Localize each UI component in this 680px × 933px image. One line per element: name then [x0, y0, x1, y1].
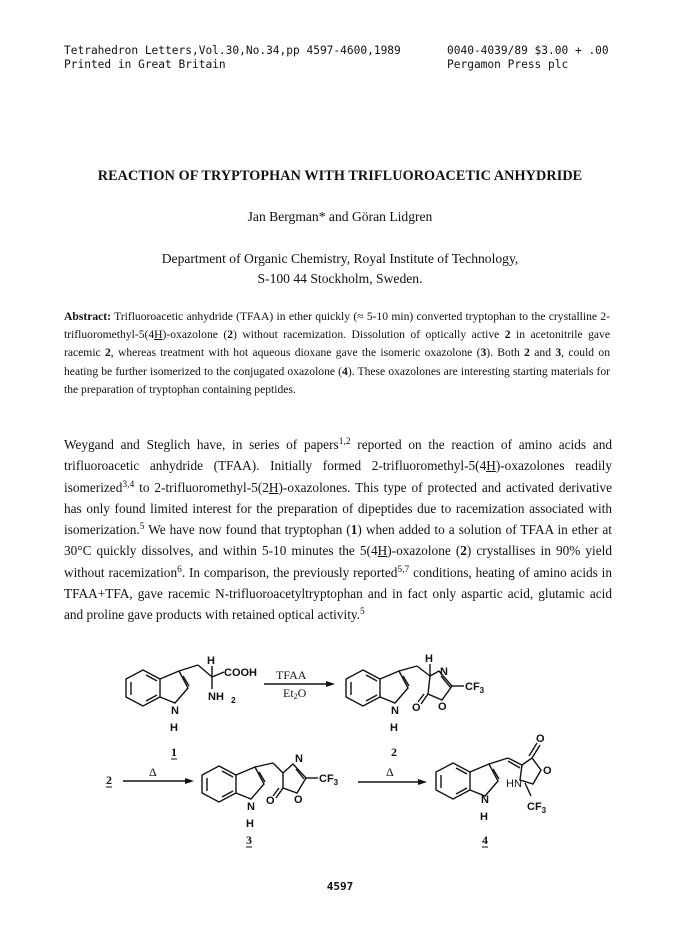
reference-superscript: 1,2 — [338, 437, 351, 447]
abstract-text: , could on heating be further isomerized to the conjugated oxazolone ( — [64, 346, 610, 378]
subscript: 2 — [231, 695, 236, 705]
abstract-text: in acetonitrile gave racemic — [64, 328, 611, 360]
atom-h: H — [170, 722, 178, 734]
abstract-text: ). Both — [486, 346, 525, 360]
body-span: Weygand and Steglich have, in series of papers — [64, 437, 339, 452]
abstract-text: ). These oxazolones are interesting starting materials for the preparation of tryptophan containing peptides. — [64, 364, 610, 396]
abstract-text: Trifluoroacetic anhydride (TFAA) in ether quickly (≈ 5-10 min) converted tryptophan to the crystalline 2-trifluoromethyl-5(4 — [64, 310, 610, 342]
compound-ref: 1 — [350, 522, 358, 538]
group-cf3: $CF_3$ — [319, 773, 339, 787]
arrow-heat-2 — [358, 779, 427, 785]
authors: Jan Bergman* and Göran Lidgren — [247, 209, 433, 224]
compound-ref: 3 — [555, 346, 562, 360]
body-span: ) crystallises in 90% yield without racemization — [64, 543, 612, 580]
atom-h: H — [480, 811, 488, 823]
affiliation-line-1: Department of Organic Chemistry, Royal Institute of Technology, — [161, 251, 519, 266]
arrow-heat-1 — [123, 778, 194, 784]
compound-ref: 2 — [524, 346, 530, 360]
atom-n: N — [171, 705, 179, 717]
compound-ref: 3 — [480, 346, 487, 360]
body-span: H — [377, 543, 388, 559]
reference-superscript: 6 — [177, 564, 182, 575]
atom-o: O — [294, 794, 303, 806]
structure-oxazolone-4 — [436, 743, 541, 799]
compound-ref: 2 — [460, 543, 467, 559]
atom-h: H — [425, 653, 433, 665]
delta-sign: Δ — [149, 765, 157, 779]
atom-h: H — [390, 722, 398, 734]
body-span: )-oxazolones. This type of protected and activated derivative has only found limited interest for the preparation of dipeptides due to racemization associated with isomerization. — [64, 479, 613, 538]
compound-ref: 4 — [342, 364, 348, 378]
body-span: H — [268, 479, 279, 495]
atom-o: O — [266, 795, 275, 807]
compound-ref: 2 — [105, 346, 111, 360]
affiliation-line-2: S-100 44 Stockholm, Sweden. — [257, 271, 423, 286]
body-span: ) when added to a solution of TFAA in ether at 30°C quickly dissolves, and within 5-10 minutes the 5(4 — [64, 522, 612, 559]
journal-citation: Tetrahedron Letters,Vol.30,No.34,pp 4597-4600,1989 — [64, 44, 401, 57]
body-span: conditions, heating of amino acids in TFAA+TFA, gave racemic N-trifluoroacetyltryptophan and in fact only aspartic acid, glutamic acid and proline gave products with retained optical activity. — [64, 564, 612, 623]
atom-n: N — [440, 666, 448, 678]
atom-n: N — [295, 753, 303, 765]
reference-superscript: 5,7 — [397, 564, 410, 575]
atom-n: N — [247, 801, 255, 813]
reference-superscript: 5 — [139, 522, 145, 533]
reference-superscript: 3,4 — [122, 479, 135, 490]
body-span: )-oxazolone ( — [387, 543, 461, 559]
abstract-text: ) without racemization. Dissolution of optically active — [233, 328, 505, 342]
reagent-top: TFAA — [276, 668, 307, 682]
atom-o: O — [536, 733, 545, 745]
body-span: H — [486, 458, 496, 474]
compound-label-4: 4 — [482, 833, 488, 847]
group-cooh: COOH — [224, 667, 257, 679]
compound-label-3: 3 — [246, 833, 252, 847]
atom-o: O — [412, 702, 421, 714]
abstract-text: , whereas treatment with hot aqueous dioxane gave the isomeric oxazolone ( — [110, 346, 481, 360]
abstract-text: and — [529, 346, 556, 360]
group-hn: HN — [506, 778, 522, 790]
abstract-text: H — [154, 328, 163, 342]
atom-o: O — [543, 765, 552, 777]
group-cf3: $CF_3$ — [527, 801, 547, 815]
compound-label-1: 1 — [171, 745, 177, 759]
body-span: to 2-trifluoromethyl-5(2 — [134, 479, 269, 495]
group-cf3: $CF_3$ — [465, 681, 485, 695]
compound-label-2: 2 — [391, 745, 397, 759]
printed-in: Printed in Great Britain — [64, 58, 226, 71]
abstract-text: )-oxazolone ( — [162, 328, 228, 342]
atom-o: O — [438, 701, 447, 713]
abstract-label: Abstract: — [64, 310, 112, 323]
group-nh: NH — [208, 691, 224, 703]
publisher: Pergamon Press plc — [447, 58, 569, 71]
paper-title: REACTION OF TRYPTOPHAN WITH TRIFLUOROACETIC ANHYDRIDE — [97, 168, 583, 184]
body-span: )-oxazolones readily isomerized — [64, 458, 612, 495]
compound-ref-2: 2 — [106, 773, 112, 787]
reagent-bottom: Et2O — [283, 686, 307, 701]
atom-h: H — [207, 655, 215, 667]
compound-ref: 2 — [504, 328, 511, 342]
body-span: . In comparison, the previously reported — [181, 564, 398, 580]
page-number: 4597 — [326, 880, 354, 893]
compound-ref: 2 — [227, 328, 234, 342]
atom-n: N — [391, 705, 399, 717]
reference-superscript: 5 — [360, 607, 365, 618]
delta-sign: Δ — [386, 765, 394, 779]
body-span: reported on the reaction of amino acids and trifluoroacetic anhydride (TFAA). Initially formed 2-trifluoromethyl-5(4 — [64, 437, 612, 474]
atom-h: H — [246, 818, 254, 830]
issn-price: 0040-4039/89 $3.00 + .00 — [447, 44, 609, 57]
body-span: We have now found that tryptophan ( — [144, 522, 351, 538]
atom-n: N — [481, 794, 489, 806]
